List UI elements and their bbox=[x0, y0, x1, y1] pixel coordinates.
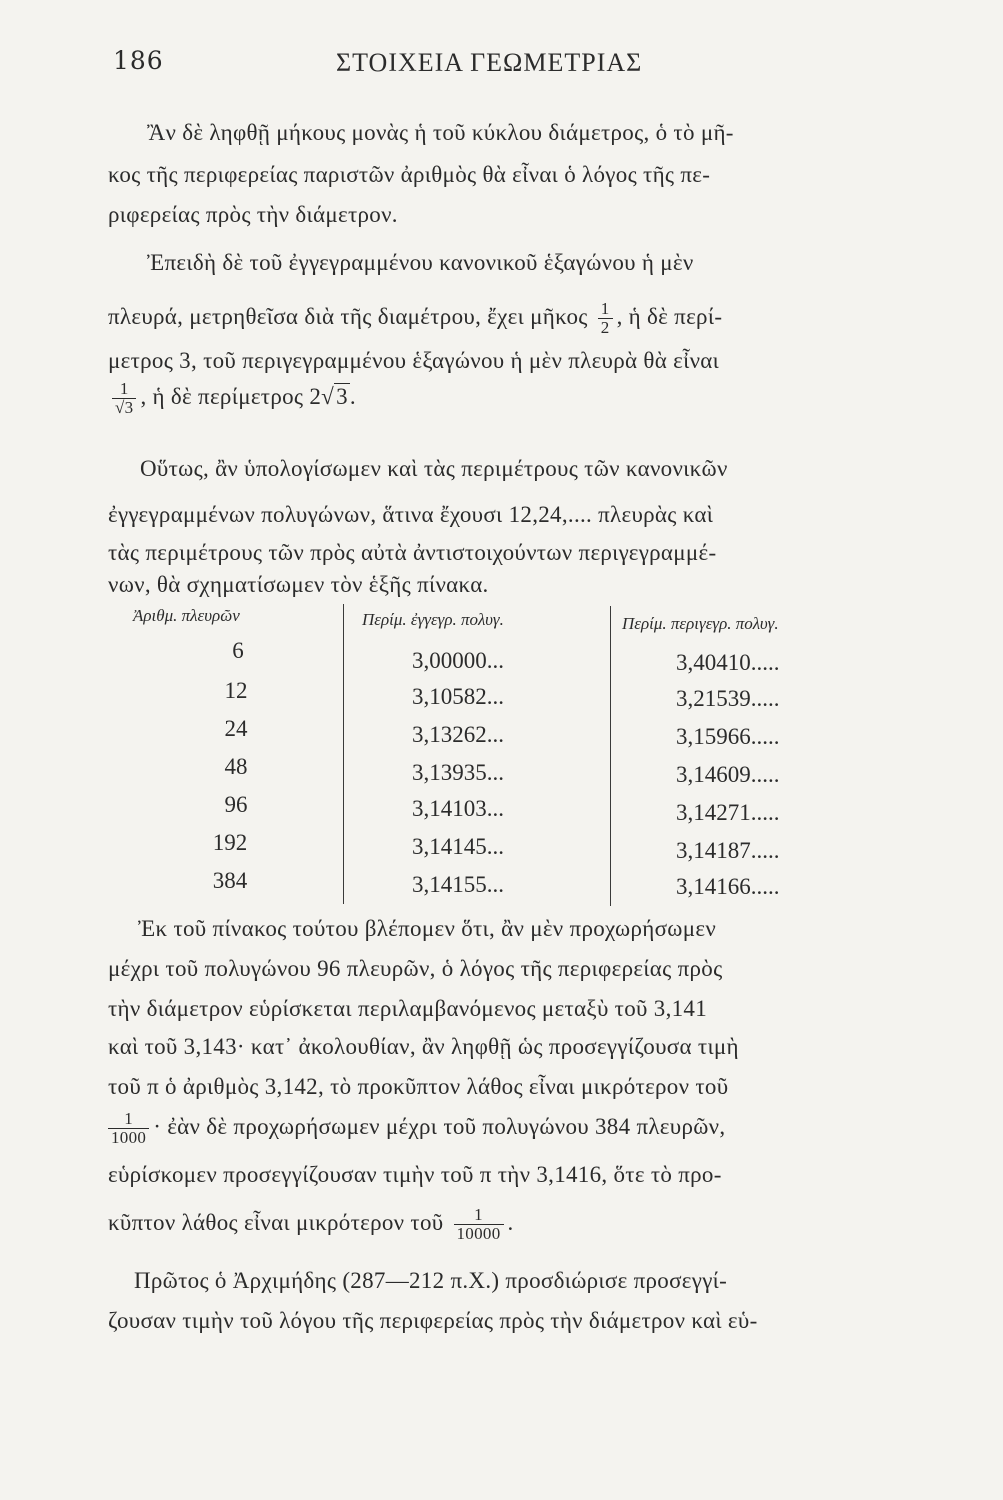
text-line bbox=[108, 300, 722, 337]
radicand: 3 bbox=[336, 383, 348, 409]
table-cell-circumscribed: 3,14271..... bbox=[676, 800, 780, 825]
text-segment: , ἡ δὲ περίμετρος 2 bbox=[140, 383, 322, 409]
table-divider bbox=[610, 606, 611, 906]
fraction-numerator: 1 bbox=[474, 1205, 483, 1224]
fraction-numerator: 1 bbox=[600, 299, 610, 318]
table-cell-circumscribed: 3,14187..... bbox=[676, 838, 780, 863]
text-line: τὰς περιμέτρους τῶν πρὸς αὐτὰ ἀντιστοιχούντων περιγεγραμμέ- bbox=[108, 540, 717, 565]
fraction-one-thousandth bbox=[108, 1110, 149, 1147]
table-header-inscribed: Περίμ. ἐγγεγρ. πολυγ. bbox=[362, 610, 504, 629]
text-line: Ἐκ τοῦ πίνακος τούτου βλέπομεν ὅτι, ἂν μὲν προχωρήσωμεν bbox=[138, 916, 717, 941]
radical-sign: √ bbox=[321, 383, 335, 409]
table-cell-inscribed: 3,00000... bbox=[412, 648, 504, 673]
page-number: 186 bbox=[113, 46, 164, 75]
fraction-numerator: 1 bbox=[124, 1109, 133, 1128]
running-head: ΣΤΟΙΧΕΙΑ ΓΕΩΜΕΤΡΙΑΣ bbox=[336, 48, 643, 77]
text-line bbox=[108, 1206, 514, 1243]
table-cell-circumscribed: 3,14166..... bbox=[676, 874, 780, 899]
table-cell-inscribed: 3,14155... bbox=[412, 872, 504, 897]
fraction-numerator: 1 bbox=[119, 379, 129, 398]
text-line bbox=[104, 1110, 725, 1147]
table-cell-sides: 48 bbox=[224, 754, 248, 779]
text-line: ριφερείας πρὸς τὴν διάμετρον. bbox=[108, 202, 398, 227]
table-cell-inscribed: 3,10582... bbox=[412, 684, 504, 709]
table-cell-sides: 24 bbox=[224, 716, 248, 741]
fraction-denominator: 1000 bbox=[108, 1128, 149, 1147]
table-cell-circumscribed: 3,15966..... bbox=[676, 724, 780, 749]
table-cell-inscribed: 3,14145... bbox=[412, 834, 504, 859]
fraction-denominator: 2 bbox=[598, 318, 613, 337]
text-line: ἐγγεγραμμένων πολυγώνων, ἅτινα ἔχουσι 12,24,.... πλευρὰς καὶ bbox=[108, 502, 714, 527]
text-line: καὶ τοῦ 3,143· κατ᾽ ἀκολουθίαν, ἂν ληφθῇ ὡς προσεγγίζουσα τιμὴ bbox=[108, 1034, 739, 1059]
text-line: Πρῶτος ὁ Ἀρχιμήδης (287—212 π.Χ.) προσδιώρισε προσεγγί- bbox=[134, 1268, 728, 1293]
table-cell-inscribed: 3,13935... bbox=[412, 760, 504, 785]
text-line: εὑρίσκομεν προσεγγίζουσαν τιμὴν τοῦ π τὴν 3,1416, ὅτε τὸ προ- bbox=[108, 1162, 722, 1187]
text-line bbox=[108, 380, 356, 417]
fraction-denominator: 10000 bbox=[454, 1224, 504, 1243]
text-line: μέχρι τοῦ πολυγώνου 96 πλευρῶν, ὁ λόγος τῆς περιφερείας πρὸς bbox=[108, 956, 723, 981]
text-segment: πλευρά, μετρηθεῖσα διὰ τῆς διαμέτρου, ἔχει μῆκος bbox=[108, 303, 588, 329]
table-cell-sides: 96 bbox=[224, 792, 248, 817]
text-line: Οὕτως, ἂν ὑπολογίσωμεν καὶ τὰς περιμέτρους τῶν κανονικῶν bbox=[140, 456, 728, 481]
table-cell-sides: 6 bbox=[232, 638, 244, 663]
table-cell-sides: 384 bbox=[212, 868, 248, 893]
text-line: κος τῆς περιφερείας παριστῶν ἀριθμὸς θὰ εἶναι ὁ λόγος τῆς πε- bbox=[108, 162, 711, 187]
text-line: Ἐπειδὴ δὲ τοῦ ἐγγεγραμμένου κανονικοῦ ἑξαγώνου ἡ μὲν bbox=[147, 250, 694, 275]
table-divider bbox=[343, 604, 344, 904]
table-cell-inscribed: 3,13262... bbox=[412, 722, 504, 747]
text-segment: κῦπτον λάθος εἶναι μικρότερον τοῦ bbox=[108, 1209, 444, 1235]
square-root bbox=[321, 384, 350, 410]
fraction-one-over-sqrt-three bbox=[112, 380, 136, 417]
text-line: ζουσαν τιμὴν τοῦ λόγου τῆς περιφερείας πρὸς τὴν διάμετρον καὶ εὑ- bbox=[108, 1308, 758, 1333]
table-cell-inscribed: 3,14103... bbox=[412, 796, 504, 821]
text-segment: . bbox=[349, 383, 356, 409]
text-line: νων, θὰ σχηματίσωμεν τὸν ἑξῆς πίνακα. bbox=[108, 572, 489, 597]
fraction-one-half bbox=[598, 300, 613, 337]
text-line: τὴν διάμετρον εὑρίσκεται περιλαμβανόμενος μεταξὺ τοῦ 3,141 bbox=[108, 996, 708, 1021]
fraction-one-ten-thousandth bbox=[454, 1206, 504, 1243]
text-line: τοῦ π ὁ ἀριθμὸς 3,142, τὸ προκῦπτον λάθος εἶναι μικρότερον τοῦ bbox=[108, 1074, 729, 1099]
table-cell-circumscribed: 3,21539..... bbox=[676, 686, 780, 711]
fraction-denominator: √3 bbox=[112, 398, 136, 417]
table-cell-circumscribed: 3,14609..... bbox=[676, 762, 780, 787]
table-header-circumscribed: Περίμ. περιγεγρ. πολυγ. bbox=[622, 614, 779, 633]
table-cell-sides: 192 bbox=[212, 830, 248, 855]
text-line: μετρος 3, τοῦ περιγεγραμμένου ἑξαγώνου ἡ μὲν πλευρὰ θὰ εἶναι bbox=[108, 348, 720, 373]
text-segment: , ἡ δὲ περί- bbox=[616, 303, 723, 329]
text-segment: · ἐὰν δὲ προχωρήσωμεν μέχρι τοῦ πολυγώνου 384 πλευρῶν, bbox=[153, 1113, 726, 1139]
table-cell-circumscribed: 3,40410..... bbox=[676, 650, 780, 675]
table-cell-sides: 12 bbox=[224, 678, 248, 703]
text-line: Ἂν δὲ ληφθῇ μήκους μονὰς ἡ τοῦ κύκλου διάμετρος, ὁ τὸ μῆ- bbox=[147, 120, 734, 145]
table-header-sides: Ἀριθμ. πλευρῶν bbox=[133, 606, 240, 625]
text-segment: . bbox=[507, 1209, 514, 1235]
